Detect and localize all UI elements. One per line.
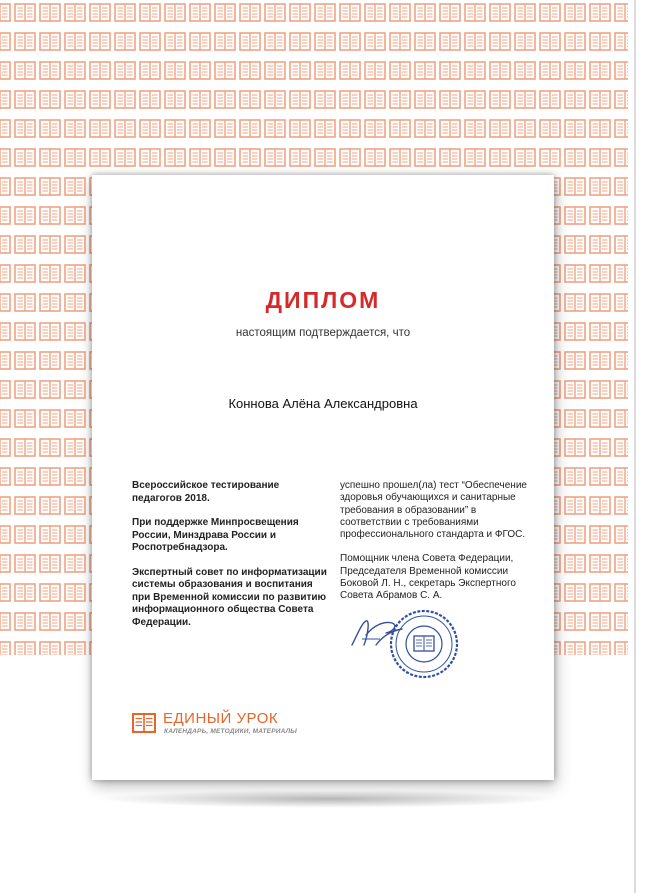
book-icon [132,712,156,734]
diploma-sheet [92,175,554,780]
logo-tagline: КАЛЕНДАРЬ, МЕТОДИКИ, МАТЕРИАЛЫ [164,728,297,735]
diploma-shadow [98,790,558,808]
diploma-title: ДИПЛОМ [265,287,381,313]
right-column [340,480,540,615]
council-text: Экспертный совет по информатизации системы образования и воспитания при Временной комиссии по развитию информационного общества Совета Федерации. [132,566,327,628]
page-edge [628,0,647,893]
signatory-text: Помощник члена Совета Федерации, Председателя Временной комиссии Боковой Л. Н., секретарь Экспертного Совета Абрамов С. А. [340,553,516,602]
logo-name: ЕДИНЫЙ УРОК [163,710,279,727]
diploma-subtitle: настоящим подтверждается, что [235,327,411,339]
test-result-text: успешно прошел(ла) тест “Обеспечение здоровья обучающихся и санитарные требования в образовании” в соответствии с требованиями профессионального стандарта и ФГОС. [340,480,527,541]
left-column [132,480,327,641]
event-text: Всероссийское тестирование педагогов 2018. [132,480,280,504]
recipient-name: Коннова Алёна Александровна [228,396,418,411]
support-text: При поддержке Минпросвещения России, Минздрава России и Роспотребнадзора. [132,517,299,553]
official-seal [388,608,460,680]
